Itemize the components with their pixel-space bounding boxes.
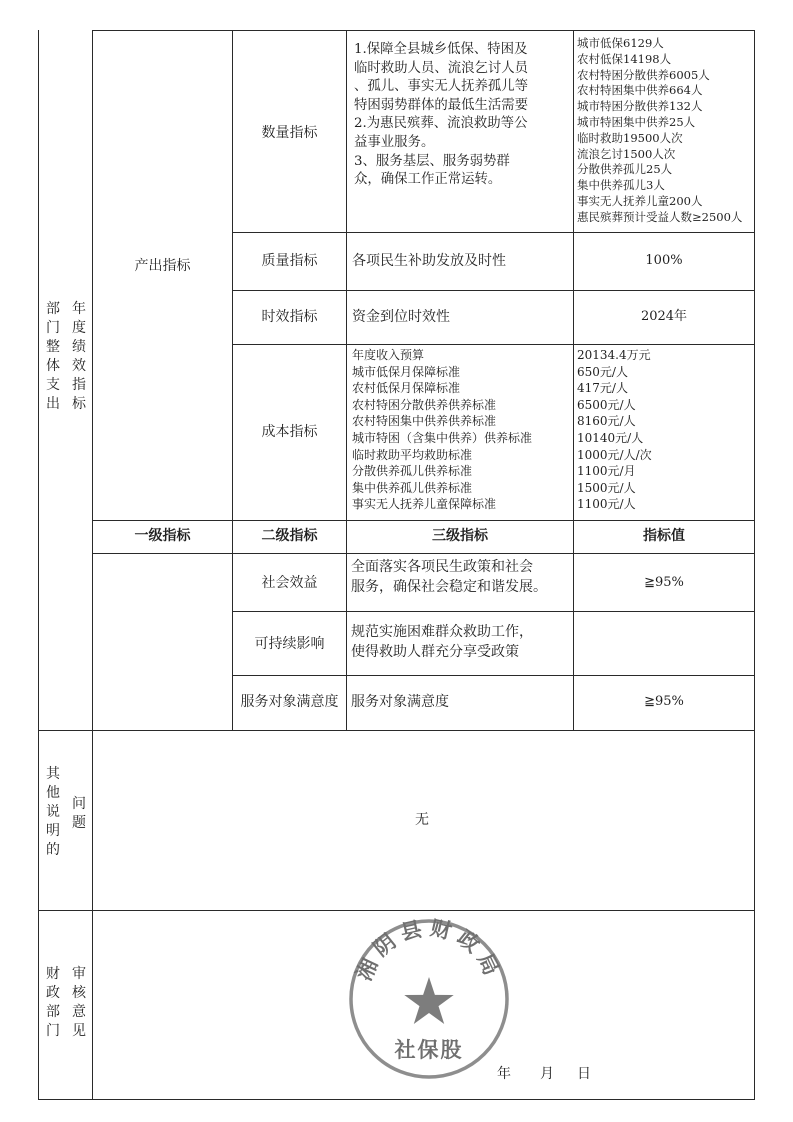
quantity-description-line: 益事业服务。 (354, 134, 435, 150)
svg-text:湘阴县财政局 (351, 915, 507, 984)
quality-description: 各项民生补助发放及时性 (352, 253, 506, 269)
cost-description-line: 农村特困分散供养供养标准 (352, 397, 497, 412)
border-left (38, 30, 39, 1100)
quantity-description-line: 2.为惠民殡葬、流浪救助等公 (354, 116, 528, 132)
header-level2: 二级指标 (261, 528, 318, 544)
header-level3: 三级指标 (432, 528, 488, 544)
date-year: 年 (497, 1066, 511, 1082)
quantity-value-line: 农村特困集中供养664人 (577, 83, 703, 98)
sustainable-impact-description (351, 622, 571, 662)
label-issues: 问题 (72, 796, 86, 831)
other-content: 无 (415, 812, 429, 828)
cost-value-line: 650元/人 (577, 364, 628, 379)
cost-description-line: 事实无人抚养儿童保障标准 (352, 497, 497, 512)
row-line-social (232, 611, 755, 612)
cost-description (352, 347, 570, 513)
quality-indicator-label: 质量指标 (261, 253, 318, 269)
quantity-description-line: 3、服务基层、服务弱势群 (354, 153, 510, 169)
social-benefit-value: ≧95% (644, 575, 684, 590)
cost-description-line: 年度收入预算 (352, 348, 425, 362)
quantity-value-line: 事实无人抚养儿童200人 (577, 193, 703, 208)
label-other-explanation: 其他说明的 (46, 766, 60, 858)
timeliness-indicator-label: 时效指标 (261, 309, 318, 325)
quantity-value-line: 流浪乞讨1500人次 (577, 146, 676, 161)
satisfaction-description: 服务对象满意度 (351, 694, 449, 710)
sustainable-impact-label: 可持续影响 (254, 636, 325, 652)
satisfaction-value: ≧95% (644, 694, 684, 709)
official-seal (345, 915, 513, 1083)
cost-value-line: 8160元/人 (577, 414, 636, 429)
timeliness-value: 2024年 (640, 309, 688, 324)
timeliness-description: 资金到位时效性 (352, 309, 450, 325)
row-line-section-other (38, 730, 755, 731)
row-line-timeliness (232, 344, 755, 345)
header-value: 指标值 (643, 528, 685, 544)
quantity-values (577, 36, 753, 226)
quality-value: 100% (645, 253, 683, 268)
cost-indicator-label: 成本指标 (261, 424, 318, 440)
date-day: 日 (577, 1066, 591, 1082)
border-bottom (38, 1099, 755, 1100)
seal-org-name: 湘阴县财政局 (350, 915, 508, 985)
sustain-description-line: 规范实施困难群众救助工作， (351, 624, 533, 640)
row-line-quality (232, 290, 755, 291)
label-annual-performance-indicators: 年度绩效指标 (72, 301, 86, 412)
cost-value-line: 20134.4万元 (577, 348, 651, 362)
cost-description-line: 农村低保月保障标准 (352, 381, 461, 396)
quantity-value-line: 集中供养孤儿3人 (577, 178, 665, 193)
cost-value-line: 10140元/人 (577, 430, 644, 445)
cost-value-line: 1500元/人 (577, 480, 636, 495)
label-dept-overall-expenditure: 部门整体支出 (46, 301, 60, 412)
cost-value-line: 1100元/人 (577, 497, 636, 512)
row-line-quantity (232, 232, 755, 233)
quantity-value-line: 城市低保6129人 (577, 36, 664, 50)
quantity-description-line: 1.保障全县城乡低保、特困及 (354, 42, 528, 57)
quantity-value-line: 城市特困集中供养25人 (577, 114, 696, 129)
cost-description-line: 农村特困集中供养供养标准 (352, 414, 497, 429)
cost-value-line: 1100元/月 (577, 464, 636, 479)
date-month: 月 (540, 1066, 554, 1082)
social-description-line: 全面落实各项民生政策和社会 (351, 559, 533, 575)
quantity-description-line: 众，确保工作正常运转。 (354, 172, 502, 188)
row-line-header-top (92, 520, 755, 521)
border-top (92, 30, 755, 31)
social-benefit-description (351, 557, 571, 597)
quantity-value-line: 城市特困分散供养132人 (577, 99, 703, 114)
cost-description-line: 临时救助平均救助标准 (352, 447, 473, 462)
quantity-value-line: 分散供养孤儿25人 (577, 162, 673, 177)
row-line-sustain (232, 675, 755, 676)
quantity-value-line: 农村特困分散供养6005人 (577, 67, 710, 82)
border-right (754, 30, 755, 1100)
cost-description-line: 城市特困（含集中供养）供养标准 (352, 430, 533, 445)
quantity-description (354, 41, 569, 190)
satisfaction-label: 服务对象满意度 (240, 694, 339, 710)
quantity-value-line: 临时救助19500人次 (577, 130, 683, 145)
col-divider-4 (573, 30, 574, 730)
cost-value-line: 6500元/人 (577, 397, 636, 412)
cost-description-line: 城市低保月保障标准 (352, 364, 461, 379)
col-divider-3 (346, 30, 347, 730)
row-line-header-bottom (92, 553, 755, 554)
cost-values (577, 347, 753, 513)
seal-department: 社保股 (394, 1037, 464, 1062)
cost-value-line: 1000元/人/次 (577, 447, 652, 462)
cost-value-line: 417元/人 (577, 381, 628, 396)
seal-star-icon (404, 977, 453, 1024)
label-finance-dept: 财政部门 (46, 966, 60, 1039)
label-review-opinion: 审核意见 (72, 966, 86, 1039)
cost-description-line: 分散供养孤儿供养标准 (352, 464, 473, 479)
quantity-value-line: 农村低保14198人 (577, 51, 672, 66)
social-description-line: 服务，确保社会稳定和谐发展。 (351, 579, 547, 595)
quantity-value-line: 惠民殡葬预计受益人数≥2500人 (577, 209, 743, 224)
quantity-indicator-label: 数量指标 (261, 125, 318, 141)
quantity-description-line: 特困弱势群体的最低生活需要 (354, 97, 529, 113)
col-divider-1 (92, 30, 93, 1100)
quantity-description-line: 、孤儿、事实无人抚养孤儿等 (354, 79, 529, 95)
header-level1: 一级指标 (134, 528, 191, 544)
sustain-description-line: 使得救助人群充分享受政策 (351, 644, 519, 660)
cost-description-line: 集中供养孤儿供养标准 (352, 480, 473, 495)
row-line-section-finance (38, 910, 755, 911)
quantity-description-line: 临时救助人员、流浪乞讨人员 (354, 60, 529, 76)
output-indicator-label: 产出指标 (134, 258, 191, 274)
social-benefit-label: 社会效益 (261, 575, 318, 591)
